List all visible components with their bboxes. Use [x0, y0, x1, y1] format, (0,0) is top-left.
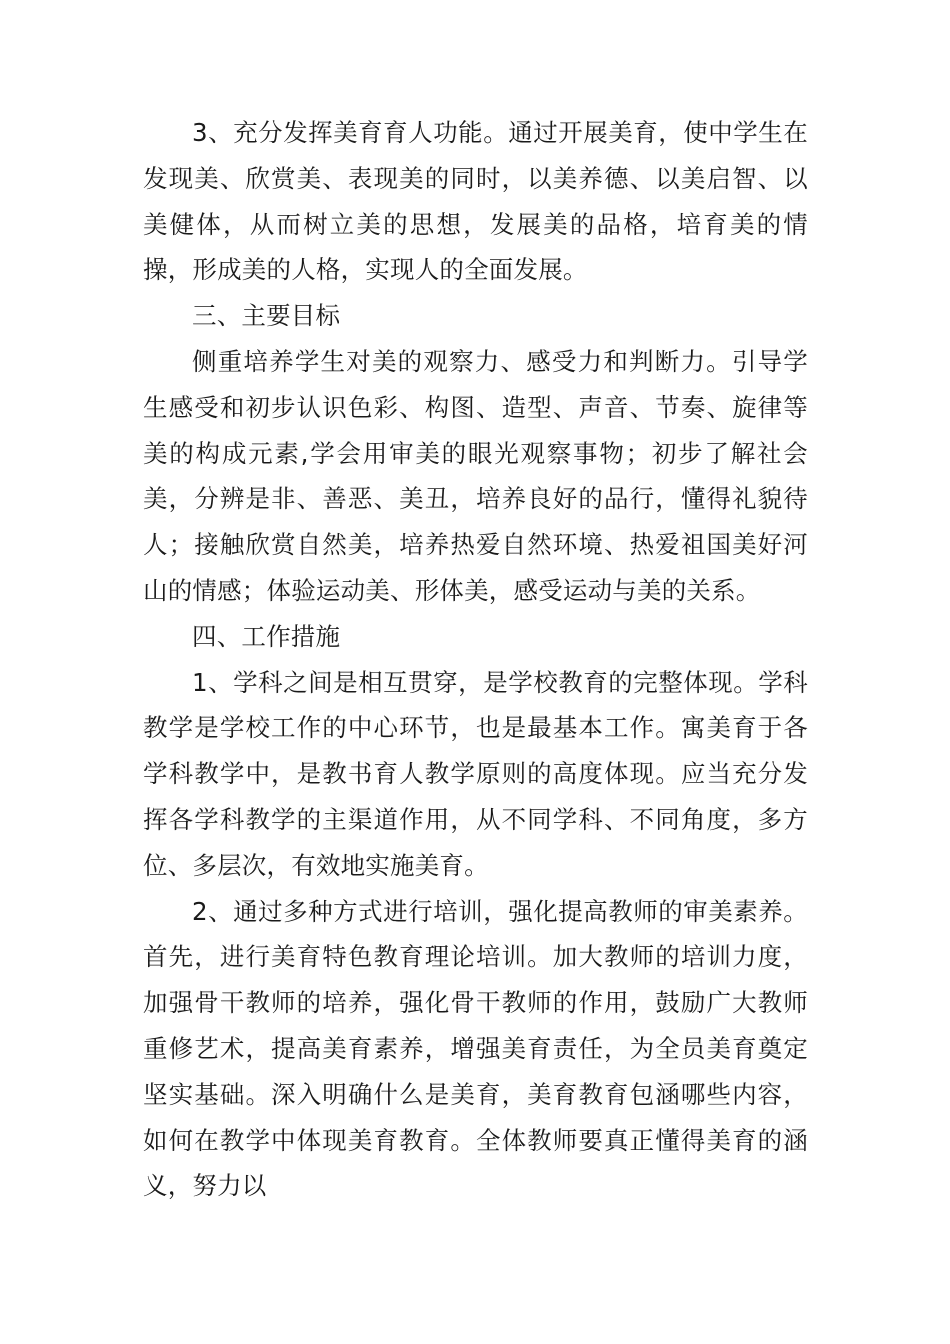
document-body	[143, 110, 808, 1209]
paragraph-measure-2: 2、通过多种方式进行培训，强化提高教师的审美素养。首先，进行美育特色教育理论培训。加大教师的培训力度，加强骨干教师的培养，强化骨干教师的作用，鼓励广大教师重修艺术，提高美育素养，增强美育责任，为全员美育奠定坚实基础。深入明确什么是美育，美育教育包涵哪些内容，如何在教学中体现美育教育。全体教师要真正懂得美育的涵义，努力以	[143, 896, 808, 1201]
section-heading-work-measures: 四、工作措施	[192, 621, 341, 651]
section-heading-main-goals: 三、主要目标	[192, 301, 341, 331]
paragraph-main-goals: 侧重培养学生对美的观察力、感受力和判断力。引导学生感受和初步认识色彩、构图、造型、声音、节奏、旋律等美的构成元素,学会用审美的眼光观察事物；初步了解社会美，分辨是非、善恶、美丑，培养良好的品行，懂得礼貌待人；接触欣赏自然美，培养热爱自然环境、热爱祖国美好河山的情感；体验运动美、形体美，感受运动与美的关系。	[143, 346, 808, 605]
paragraph-measure-1: 1、学科之间是相互贯穿，是学校教育的完整体现。学科教学是学校工作的中心环节，也是最基本工作。寓美育于各学科教学中，是教书育人教学原则的高度体现。应当充分发挥各学科教学的主渠道作用，从不同学科、不同角度，多方位、多层次，有效地实施美育。	[143, 667, 808, 880]
paragraph-goal-3: 3、充分发挥美育育人功能。通过开展美育，使中学生在发现美、欣赏美、表现美的同时，以美养德、以美启智、以美健体，从而树立美的思想，发展美的品格，培育美的情操，形成美的人格，实现人的全面发展。	[143, 118, 808, 285]
